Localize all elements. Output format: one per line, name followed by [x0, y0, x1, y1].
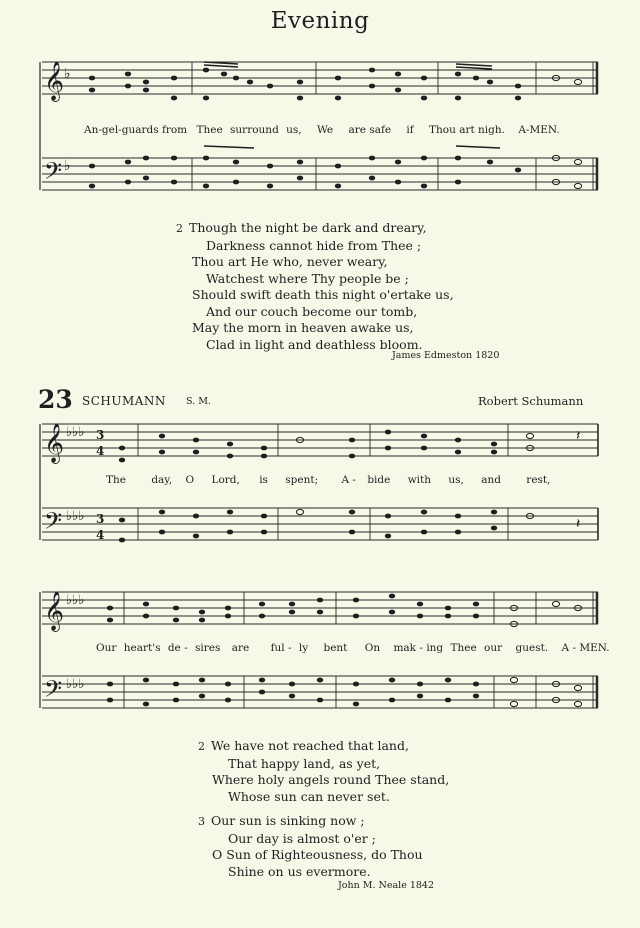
- lyric-syllable: our: [484, 642, 503, 654]
- verse-number: 2: [176, 222, 183, 235]
- lyric-syllable: mak: [393, 642, 417, 654]
- bass-clef-icon: 𝄢: [44, 675, 63, 708]
- lyric-syllable: surround: [230, 124, 279, 136]
- time-signature: 4: [96, 528, 105, 542]
- lyric-syllable: if: [406, 124, 414, 136]
- flat-icon: ♭: [64, 158, 71, 174]
- composer-credit: Robert Schumann: [478, 394, 584, 408]
- lyric-syllable: Lord,: [211, 474, 240, 486]
- flat-icon: ♭♭♭: [66, 677, 85, 692]
- treble-clef-icon: 𝄞: [44, 61, 65, 101]
- lyric-syllable: are: [231, 642, 250, 654]
- lyric-syllable: spent;: [285, 474, 319, 486]
- lyric-syllable: with: [407, 474, 432, 486]
- bass-clef-icon: 𝄢: [44, 157, 63, 190]
- verse-line: We have not reached that land,: [211, 738, 409, 753]
- verse-line: Darkness cannot hide from Thee ;: [206, 237, 422, 253]
- evening-treble-staff: [42, 62, 598, 94]
- evening-treble-notes: [89, 68, 582, 101]
- lyric-syllable: day,: [151, 474, 173, 486]
- lyric-syllable: bide: [367, 474, 391, 486]
- flat-icon: ♭: [64, 66, 71, 82]
- verse-line: Whose sun can never set.: [228, 788, 390, 804]
- h23-system1-notes: [119, 430, 534, 543]
- lyric-syllable: The: [106, 474, 126, 486]
- evening-bass-notes: [89, 155, 582, 188]
- verse-line: Watchest where Thy people be ;: [206, 270, 409, 286]
- bass-clef-icon: 𝄢: [44, 507, 63, 540]
- flat-icon: ♭♭♭: [66, 593, 85, 608]
- time-signature: 3: [96, 512, 105, 526]
- lyric-syllable: -: [419, 642, 423, 654]
- lyric-syllable: A: [561, 642, 570, 654]
- lyric-syllable: is: [259, 474, 268, 486]
- verse-line: Shine on us evermore.: [228, 863, 371, 879]
- verse-number: 3: [198, 815, 205, 828]
- lyric-syllable: ly: [298, 642, 309, 654]
- lyric-syllable: -: [184, 642, 188, 654]
- lyric-syllable: Thee: [450, 642, 477, 654]
- verse-line: Though the night be dark and dreary,: [189, 220, 427, 235]
- evening-beams: [204, 62, 492, 69]
- lyric-syllable: On: [364, 642, 381, 654]
- lyric-syllable: us,: [286, 124, 302, 136]
- lyric-syllable: Our: [96, 642, 117, 654]
- verse-line: That happy land, as yet,: [228, 755, 381, 771]
- lyric-syllable: -: [572, 642, 576, 654]
- lyric-syllable: -: [352, 474, 356, 486]
- page-title: Evening: [270, 8, 370, 34]
- hymn-number: 23: [38, 385, 73, 414]
- h23-lyric-line-2: [96, 642, 610, 654]
- flat-icon: ♭♭♭: [66, 509, 85, 524]
- verse-number: 2: [198, 740, 205, 753]
- lyric-syllable: O: [185, 474, 195, 486]
- evening-verse-2: [176, 220, 454, 353]
- verse-line: Where holy angels round Thee stand,: [212, 772, 450, 787]
- lyric-syllable: ing: [426, 642, 444, 654]
- h23-lyric-line-1: [106, 474, 550, 486]
- time-signature: 3: [96, 428, 105, 442]
- verse-line: Should swift death this night o'ertake us,: [192, 287, 454, 302]
- lyric-syllable: are safe: [348, 124, 392, 136]
- flat-icon: ♭♭♭: [66, 425, 85, 440]
- h23-verse-2: [198, 738, 449, 805]
- lyric-syllable: A: [341, 474, 350, 486]
- verse-line: O Sun of Righteousness, do Thou: [212, 847, 423, 862]
- evening-lyric-line: [84, 124, 560, 136]
- lyric-syllable: and: [481, 474, 501, 486]
- lyric-syllable: MEN.: [579, 642, 610, 654]
- lyric-syllable: bent: [323, 642, 348, 654]
- lyric-syllable: ful: [270, 642, 285, 654]
- lyric-syllable: us,: [448, 474, 464, 486]
- lyric-syllable: We: [316, 124, 334, 136]
- verse-line: May the morn in heaven awake us,: [192, 320, 414, 335]
- time-signature: 4: [96, 444, 105, 458]
- lyric-syllable: rest,: [526, 474, 551, 486]
- evening-author-credit: James Edmeston 1820: [392, 350, 500, 361]
- lyric-syllable: Thou art nigh.: [429, 124, 505, 136]
- lyric-syllable: heart's: [123, 642, 161, 654]
- lyric-syllable: guest.: [515, 642, 549, 654]
- treble-clef-icon: 𝄞: [44, 591, 65, 631]
- verse-line: Clad in light and deathless bloom.: [206, 336, 423, 352]
- verse-line: And our couch become our tomb,: [206, 303, 418, 319]
- treble-clef-icon: 𝄞: [44, 423, 65, 463]
- evening-bass-beams: [204, 146, 500, 148]
- h23-author-credit: John M. Neale 1842: [338, 880, 435, 891]
- h23-verse-3: [198, 813, 423, 880]
- verse-line: Thou art He who, never weary,: [192, 254, 388, 269]
- lyric-syllable: -: [287, 642, 292, 654]
- verse-line: Our sun is sinking now ;: [211, 813, 365, 828]
- tune-name: SCHUMANN: [82, 394, 166, 408]
- lyric-syllable: Thee: [196, 124, 223, 136]
- lyric-syllable: An-gel-guards from: [84, 124, 188, 136]
- verse-line: Our day is almost o'er ;: [228, 830, 376, 846]
- lyric-syllable: de: [167, 642, 181, 654]
- lyric-syllable: sires: [195, 642, 221, 654]
- rest-icon: 𝄽: [576, 516, 581, 532]
- lyric-syllable: A-MEN.: [518, 124, 560, 136]
- rest-icon: 𝄽: [576, 428, 581, 444]
- meter: S. M.: [186, 396, 211, 407]
